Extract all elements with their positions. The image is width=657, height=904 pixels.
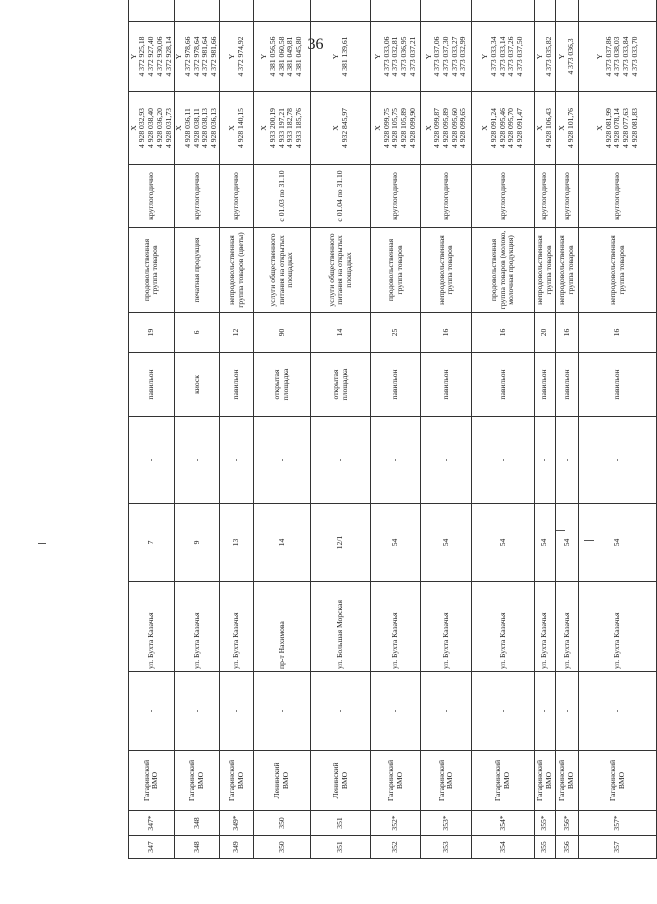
coord-x-value: 4 933 197,21	[276, 108, 286, 148]
col-last-cell	[421, 0, 472, 22]
coord-x-cell	[555, 92, 578, 165]
coord-y-value: 4 373 037,26	[506, 36, 516, 77]
district-cell: Гагаринский ВМО	[129, 751, 175, 811]
coord-y-value: 4 373 037,86	[603, 36, 613, 77]
coord-y-value: 4 373 035,82	[543, 36, 553, 77]
coord-y-value: 4 373 037,50	[515, 36, 524, 77]
rotated-table-wrapper	[128, 36, 657, 859]
period-cell: круглогодично	[555, 165, 578, 228]
coord-y-value: 4 373 036,3	[566, 38, 576, 75]
row-number-cell: 355	[534, 836, 555, 859]
coord-x-value: 4 928 099,65	[458, 108, 468, 148]
period-cell: круглогодично	[220, 165, 254, 228]
district-cell: Гагаринский ВМО	[220, 751, 254, 811]
house-number-cell: 54	[371, 504, 421, 582]
specialization-cell: непродовольственная группа товаров	[421, 228, 472, 313]
coord-y-cell	[371, 22, 421, 92]
table-row	[220, 0, 254, 859]
object-type-cell: павильон	[555, 353, 578, 417]
area-cell: 16	[472, 313, 534, 353]
coord-y-cell	[174, 22, 219, 92]
coord-x-value: 4 928 106,43	[543, 108, 553, 148]
specialization-cell: продовольственная группа товаров	[371, 228, 421, 313]
coord-x-value: X	[373, 125, 383, 131]
row-number-cell: 357	[579, 836, 657, 859]
district-cell: Гагаринский ВМО	[555, 751, 578, 811]
house-number-cell: 14	[254, 504, 311, 582]
street-cell: ул. Бухта Казачья	[421, 582, 472, 672]
coord-x-value: 4 928 101,76	[566, 108, 576, 148]
coord-y-value: 4 373 033,34	[488, 36, 498, 77]
coord-y-value: 4 381 056,56	[268, 36, 278, 77]
coord-x-value: 4 933 185,76	[294, 108, 304, 148]
coord-y-value: Y	[373, 53, 383, 60]
coord-y-cell	[220, 22, 254, 92]
col-blank-2-cell: -	[371, 417, 421, 504]
col-last-cell	[534, 0, 555, 22]
row-number-cell: 353	[421, 836, 472, 859]
col-blank-cell: -	[254, 672, 311, 751]
col-blank-2-cell: -	[174, 417, 219, 504]
object-type-cell: открытая площадка	[311, 353, 371, 417]
table-row	[579, 0, 657, 859]
col-blank-cell: -	[579, 672, 657, 751]
area-cell: 14	[311, 313, 371, 353]
place-number-cell: 355*	[534, 811, 555, 836]
table-row	[174, 0, 219, 859]
row-number-cell: 351	[311, 836, 371, 859]
coord-x-value: 4 928 099,87	[432, 108, 442, 148]
street-cell: ул. Бухта Казачья	[220, 582, 254, 672]
object-type-cell: павильон	[579, 353, 657, 417]
col-blank-cell: -	[555, 672, 578, 751]
object-type-cell: павильон	[371, 353, 421, 417]
row-number-cell: 354	[472, 836, 534, 859]
coord-y-cell	[421, 22, 472, 92]
page-number: 36	[307, 36, 324, 53]
row-number-cell: 350	[254, 836, 311, 859]
coord-y-value: Y	[557, 53, 567, 60]
registry-table	[128, 0, 657, 859]
coord-y-value: Y	[423, 53, 433, 60]
period-cell: круглогодично	[129, 165, 175, 228]
col-blank-2-cell: -	[254, 417, 311, 504]
coord-x-value: 4 928 036,11	[183, 108, 193, 148]
coord-y-value: 4 372 978,66	[183, 36, 193, 77]
col-blank-cell: -	[311, 672, 371, 751]
coord-x-value: 4 928 140,15	[235, 108, 245, 148]
coord-y-value: 4 373 033,84	[621, 36, 631, 77]
table-row	[371, 0, 421, 859]
coord-x-value: X	[259, 125, 269, 131]
street-cell: ул. Бухта Казачья	[555, 582, 578, 672]
street-cell: ул. Бухта Казачья	[174, 582, 219, 672]
street-cell: ул. Бухта Казачья	[371, 582, 421, 672]
period-cell: круглогодично	[421, 165, 472, 228]
col-blank-2-cell: -	[220, 417, 254, 504]
house-number-cell: 54	[555, 504, 578, 582]
coord-y-value: 4 372 978,64	[191, 36, 201, 77]
coord-y-value: Y	[480, 53, 490, 60]
street-cell: ул. Бухта Казачья	[129, 582, 175, 672]
row-number-cell: 348	[174, 836, 219, 859]
specialization-cell: непродовольственная группа товаров	[579, 228, 657, 313]
house-number-cell: 7	[129, 504, 175, 582]
col-blank-2-cell: -	[555, 417, 578, 504]
district-cell: Гагаринский ВМО	[421, 751, 472, 811]
table-row	[311, 0, 371, 859]
coord-x-cell	[534, 92, 555, 165]
place-number-cell: 353*	[421, 811, 472, 836]
house-number-cell: 9	[174, 504, 219, 582]
coord-y-value: 4 373 033,14	[497, 36, 507, 77]
coord-x-cell	[421, 92, 472, 165]
col-blank-cell: -	[220, 672, 254, 751]
coord-x-value: 4 928 081,83	[629, 108, 639, 148]
house-number-cell: 54	[534, 504, 555, 582]
coord-y-value: Y	[594, 53, 604, 60]
coord-y-value: 4 372 974,92	[235, 36, 245, 77]
district-cell: Гагаринский ВМО	[579, 751, 657, 811]
district-cell: Гагаринский ВМО	[472, 751, 534, 811]
coord-y-value: 4 373 033,70	[629, 36, 639, 77]
object-type-cell: открытая площадка	[254, 353, 311, 417]
coord-x-value: 4 928 077,63	[621, 108, 631, 148]
coord-x-value: X	[128, 125, 138, 131]
specialization-cell: продовольственная группа товаров	[129, 228, 175, 313]
col-blank-cell: -	[129, 672, 175, 751]
coord-y-value: 4 372 930,06	[154, 36, 164, 77]
coord-x-value: 4 928 099,90	[407, 108, 417, 148]
coord-x-value: X	[594, 125, 604, 131]
coord-y-value: 4 372 925,18	[137, 36, 147, 77]
table-row	[129, 0, 175, 859]
coord-y-value: 4 373 036,95	[399, 36, 409, 77]
coord-x-value: X	[423, 125, 433, 131]
coord-x-value: X	[535, 125, 545, 131]
coord-y-cell	[311, 22, 371, 92]
col-blank-2-cell: -	[421, 417, 472, 504]
row-number-cell: 352	[371, 836, 421, 859]
coord-x-cell	[220, 92, 254, 165]
coord-x-value: X	[226, 125, 236, 131]
coord-x-cell	[129, 92, 175, 165]
street-cell: ул. Бухта Казачья	[579, 582, 657, 672]
specialization-cell: непродовольственная группа товаров	[534, 228, 555, 313]
coord-y-value: 4 373 032,81	[390, 36, 400, 77]
coord-y-value: Y	[226, 53, 236, 60]
area-cell: 12	[220, 313, 254, 353]
area-cell: 16	[555, 313, 578, 353]
coord-x-value: 4 928 095,70	[506, 108, 516, 148]
area-cell: 25	[371, 313, 421, 353]
coord-y-value: Y	[535, 53, 545, 60]
coord-x-value: 4 928 032,93	[137, 108, 147, 148]
col-blank-2-cell: -	[472, 417, 534, 504]
col-blank-cell: -	[174, 672, 219, 751]
street-cell: ул. Бухта Казачья	[534, 582, 555, 672]
period-cell: с 01.03 по 31.10	[254, 165, 311, 228]
period-cell: круглогодично	[579, 165, 657, 228]
district-cell: Ленинский ВМО	[254, 751, 311, 811]
coord-x-value: 4 928 038,40	[146, 108, 156, 148]
street-cell: ул. Бухта Казачья	[472, 582, 534, 672]
table-row	[534, 0, 555, 859]
coord-x-value: 4 933 182,78	[285, 108, 295, 148]
coord-x-value: X	[331, 125, 341, 131]
house-number-cell: 54	[472, 504, 534, 582]
coord-x-cell	[254, 92, 311, 165]
col-last-cell	[579, 0, 657, 22]
period-cell: круглогодично	[472, 165, 534, 228]
house-number-cell: 54	[421, 504, 472, 582]
coord-x-value: 4 928 095,46	[497, 108, 507, 148]
col-last-cell	[555, 0, 578, 22]
coord-x-cell	[472, 92, 534, 165]
coord-x-value: 4 928 095,89	[440, 108, 450, 148]
specialization-cell: печатная продукция	[174, 228, 219, 313]
coord-x-value: 4 928 099,75	[381, 108, 391, 148]
coord-x-value: X	[480, 125, 490, 131]
area-cell: 19	[129, 313, 175, 353]
coord-x-cell	[311, 92, 371, 165]
coord-y-value: 4 373 037,21	[407, 36, 417, 77]
specialization-cell: непродовольственная группа товаров (цветы)	[220, 228, 254, 313]
place-number-cell: 350	[254, 811, 311, 836]
table-row	[472, 0, 534, 859]
coord-x-value: 4 928 105,75	[390, 108, 400, 148]
coord-y-cell	[555, 22, 578, 92]
coord-y-cell	[534, 22, 555, 92]
row-number-cell: 356	[555, 836, 578, 859]
coord-y-value: 4 372 981,64	[200, 36, 210, 77]
period-cell: круглогодично	[534, 165, 555, 228]
col-last-cell	[129, 0, 175, 22]
place-number-cell: 354*	[472, 811, 534, 836]
place-number-cell: 357*	[579, 811, 657, 836]
coord-y-value: 4 373 037,06	[432, 36, 442, 77]
object-type-cell: павильон	[472, 353, 534, 417]
table-row	[555, 0, 578, 859]
col-last-cell	[472, 0, 534, 22]
street-cell: пр-т Нахимова	[254, 582, 311, 672]
coord-x-value: 4 928 081,99	[603, 108, 613, 148]
coord-y-value: 4 373 038,03	[612, 36, 622, 77]
house-number-cell: 12/1	[311, 504, 371, 582]
table-row	[254, 0, 311, 859]
coord-x-value: X	[557, 125, 567, 131]
coord-x-value: 4 933 200,19	[268, 108, 278, 148]
col-blank-2-cell: -	[534, 417, 555, 504]
specialization-cell: продовольственная группа товаров (молоко, молочная продукция)	[472, 228, 534, 313]
coord-y-value: Y	[128, 53, 138, 60]
object-type-cell: павильон	[220, 353, 254, 417]
coord-x-value: 4 928 036,13	[209, 108, 219, 148]
coord-x-value: 4 928 038,11	[191, 108, 201, 148]
coord-y-value: 4 381 045,80	[294, 36, 304, 77]
place-number-cell: 347*	[129, 811, 175, 836]
coord-y-value: 4 372 928,14	[163, 36, 173, 77]
coord-y-value: 4 381 049,81	[285, 36, 295, 77]
coord-x-cell	[371, 92, 421, 165]
col-last-cell	[371, 0, 421, 22]
coord-y-value: 4 373 032,99	[458, 36, 468, 77]
scan-mark-left	[38, 543, 46, 544]
coord-x-value: 4 928 036,20	[154, 108, 164, 148]
col-blank-cell: -	[534, 672, 555, 751]
coord-x-value: 4 928 105,89	[399, 108, 409, 148]
coord-y-value: Y	[331, 53, 341, 60]
coord-x-cell	[579, 92, 657, 165]
col-blank-cell: -	[472, 672, 534, 751]
row-number-cell: 349	[220, 836, 254, 859]
coord-y-value: 4 373 033,06	[381, 36, 391, 77]
place-number-cell: 352*	[371, 811, 421, 836]
coord-y-value: 4 381 139,61	[339, 36, 349, 77]
coord-y-value: 4 373 037,30	[440, 36, 450, 77]
district-cell: Ленинский ВМО	[311, 751, 371, 811]
coord-x-value: 4 932 845,97	[339, 108, 349, 148]
street-cell: ул. Большая Морская	[311, 582, 371, 672]
object-type-cell: павильон	[421, 353, 472, 417]
coord-x-value: 4 928 078,14	[612, 108, 622, 148]
coord-y-cell	[254, 22, 311, 92]
col-blank-cell: -	[371, 672, 421, 751]
place-number-cell: 356*	[555, 811, 578, 836]
object-type-cell: павильон	[534, 353, 555, 417]
coord-x-cell	[174, 92, 219, 165]
coord-y-value: 4 372 981,66	[209, 36, 219, 77]
coord-x-value: 4 928 038,13	[200, 108, 210, 148]
period-cell: круглогодично	[174, 165, 219, 228]
coord-y-cell	[129, 22, 175, 92]
col-blank-2-cell: -	[579, 417, 657, 504]
object-type-cell: павильон	[129, 353, 175, 417]
period-cell: с 01.04 по 31.10	[311, 165, 371, 228]
coord-x-value: 4 928 091,47	[515, 108, 524, 148]
district-cell: Гагаринский ВМО	[534, 751, 555, 811]
coord-y-value: Y	[259, 53, 269, 60]
area-cell: 90	[254, 313, 311, 353]
coord-y-value: 4 372 927,40	[146, 36, 156, 77]
col-last-cell	[174, 0, 219, 22]
col-blank-cell: -	[421, 672, 472, 751]
col-last-cell	[254, 0, 311, 22]
specialization-cell: услуги общественного питания на открытых площадках	[311, 228, 371, 313]
coord-y-value: 4 373 033,27	[449, 36, 459, 77]
row-number-cell: 347	[129, 836, 175, 859]
district-cell: Гагаринский ВМО	[174, 751, 219, 811]
specialization-cell: услуги общественного питания на открытых площадках	[254, 228, 311, 313]
area-cell: 20	[534, 313, 555, 353]
table-row	[421, 0, 472, 859]
house-number-cell: 13	[220, 504, 254, 582]
house-number-cell: 54	[579, 504, 657, 582]
area-cell: 16	[579, 313, 657, 353]
coord-y-cell	[472, 22, 534, 92]
coord-x-value: X	[174, 125, 184, 131]
district-cell: Гагаринский ВМО	[371, 751, 421, 811]
col-blank-2-cell: -	[129, 417, 175, 504]
coord-x-value: 4 928 031,73	[163, 108, 173, 148]
coord-y-value: Y	[174, 53, 184, 60]
period-cell: круглогодично	[371, 165, 421, 228]
coord-x-value: 4 928 091,24	[488, 108, 498, 148]
place-number-cell: 349*	[220, 811, 254, 836]
coord-x-value: 4 928 095,60	[449, 108, 459, 148]
area-cell: 16	[421, 313, 472, 353]
coord-y-cell	[579, 22, 657, 92]
specialization-cell: непродовольственная группа товаров	[555, 228, 578, 313]
col-blank-2-cell: -	[311, 417, 371, 504]
coord-y-value: 4 381 060,58	[276, 36, 286, 77]
area-cell: 6	[174, 313, 219, 353]
place-number-cell: 348	[174, 811, 219, 836]
col-last-cell	[311, 0, 371, 22]
place-number-cell: 351	[311, 811, 371, 836]
col-last-cell	[220, 0, 254, 22]
object-type-cell: киоск	[174, 353, 219, 417]
